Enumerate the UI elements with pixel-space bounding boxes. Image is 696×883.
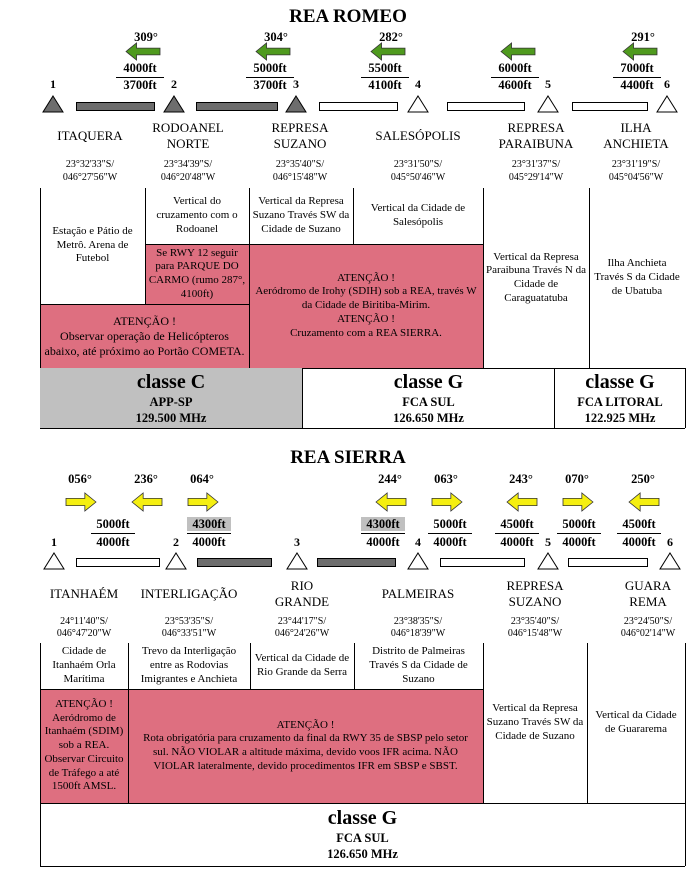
waypoint-triangle-icon: [286, 552, 308, 570]
yellow-arrow-left-icon-shape: [507, 493, 537, 511]
sierra-cell-suzano: Vertical da Represa Suzano Través SW da Cidade de Suzano: [486, 702, 584, 742]
heading-degree: 056°: [68, 472, 92, 486]
yellow-arrow-right-icon: [563, 493, 593, 511]
waypoint-latitude: 23°24'50"S/: [623, 616, 673, 627]
sierra-cell-guararema: Vertical da Cidade de Guararema: [595, 709, 677, 735]
waypoint-longitude: 046°47'20"W: [56, 628, 112, 639]
waypoint-triangle-icon: [407, 552, 429, 570]
waypoint-latitude: 23°44'17"S/: [277, 616, 327, 627]
waypoint-number: 2: [171, 77, 177, 91]
route-segment-bar: [197, 558, 272, 567]
upper-altitude: 4500ft: [622, 517, 656, 531]
lower-altitude: 4000ft: [96, 535, 130, 549]
romeo-cell-itaquera: Estação e Pátio de Metrô. Arena de Futebol: [52, 224, 133, 265]
waypoint-longitude: 046°18'39"W: [390, 628, 446, 639]
romeo-attention-helicopters: ATENÇÃO ! Observar operação de Helicópteros abaixo, até próximo ao Portão COMETA.: [40, 304, 249, 368]
upper-altitude: 6000ft: [498, 61, 532, 75]
waypoint-triangle-icon-shape: [287, 553, 307, 569]
yellow-arrow-left-icon: [507, 493, 537, 511]
class-label: classe G: [585, 370, 655, 393]
yellow-arrow-left-icon: [132, 493, 162, 511]
romeo-title: REA ROMEO: [289, 6, 407, 27]
lower-altitude: 3700ft: [123, 78, 157, 92]
sierra-class-fca-sul: [40, 803, 685, 866]
altitude-divider: [557, 533, 601, 534]
sierra-title: REA SIERRA: [290, 447, 406, 468]
route-segment-bar: [76, 558, 160, 567]
upper-altitude: 5000ft: [253, 61, 287, 75]
green-arrow-left-icon-shape: [126, 43, 160, 60]
heading-degree: 304°: [264, 30, 288, 44]
green-arrow-left-icon: [126, 43, 160, 60]
yellow-arrow-right-icon-shape: [432, 493, 462, 511]
romeo-cell-rodoanel-note: Se RWY 12 seguir para PARQUE DO CARMO (rumo 287°, 4100ft): [145, 244, 249, 304]
class-label: classe C: [136, 370, 206, 393]
waypoint-triangle-icon-shape: [43, 96, 63, 112]
lower-altitude: 4000ft: [366, 535, 400, 549]
waypoint-longitude: 045°04'56"W: [608, 172, 664, 183]
heading-degree: 282°: [379, 30, 403, 44]
heading-degree: 236°: [134, 472, 158, 486]
waypoint-triangle-icon: [285, 95, 307, 113]
altitude-divider: [91, 533, 135, 534]
yellow-arrow-right-icon-shape: [563, 493, 593, 511]
waypoint-name: REPRESA SUZANO: [506, 578, 564, 610]
waypoint-triangle-icon: [43, 552, 65, 570]
unit-label: FCA SUL: [336, 831, 389, 846]
yellow-arrow-left-icon-shape: [376, 493, 406, 511]
lower-altitude: 4000ft: [433, 535, 467, 549]
waypoint-latitude: 23°38'35"S/: [393, 616, 443, 627]
upper-altitude: 4300ft: [187, 517, 231, 531]
yellow-arrow-right-icon: [188, 493, 218, 511]
yellow-arrow-right-icon: [432, 493, 462, 511]
waypoint-name: RIO GRANDE: [274, 578, 330, 610]
yellow-arrow-left-icon: [376, 493, 406, 511]
green-arrow-left-icon: [256, 43, 290, 60]
waypoint-longitude: 045°29'14"W: [508, 172, 564, 183]
waypoint-triangle-icon: [537, 95, 559, 113]
route-segment-bar: [440, 558, 525, 567]
route-segment-bar: [568, 558, 648, 567]
waypoint-number: 5: [545, 535, 551, 549]
waypoint-triangle-icon: [163, 95, 185, 113]
waypoint-longitude: 046°02'14"W: [620, 628, 676, 639]
waypoint-longitude: 045°50'46"W: [390, 172, 446, 183]
waypoint-name: INTERLIGAÇÃO: [140, 586, 238, 601]
upper-altitude: 5000ft: [96, 517, 130, 531]
lower-altitude: 4000ft: [562, 535, 596, 549]
upper-altitude: 4000ft: [123, 61, 157, 75]
frequency-label: 129.500 MHz: [135, 410, 207, 425]
lower-altitude: 4000ft: [192, 535, 226, 549]
waypoint-number: 4: [415, 77, 421, 91]
waypoint-triangle-icon-shape: [166, 553, 186, 569]
heading-degree: 063°: [434, 472, 458, 486]
green-arrow-left-icon: [501, 43, 535, 60]
upper-altitude: 4300ft: [361, 517, 405, 531]
waypoint-latitude: 23°31'50"S/: [393, 159, 443, 170]
waypoint-name: PALMEIRAS: [381, 586, 455, 601]
waypoint-number: 6: [667, 535, 673, 549]
yellow-arrow-right-icon-shape: [188, 493, 218, 511]
route-segment-bar: [317, 558, 396, 567]
lower-altitude: 4400ft: [620, 78, 654, 92]
sierra-cell-interligacao: Trevo da Interligação entre as Rodovias Imigrantes e Anchieta: [140, 645, 238, 685]
romeo-cell-anchieta: Ilha Anchieta Través S da Cidade de Ubatuba: [594, 257, 680, 297]
waypoint-name: ILHA ANCHIETA: [603, 120, 669, 152]
lower-altitude: 3700ft: [253, 78, 287, 92]
sierra-attention-rwy35: ATENÇÃO ! Rota obrigatória para cruzamento da final da RWY 35 de SBSP pelo setor sul. NÃO VIOLAR a altitude máxima, devido voos IFR acima. NÃO VIOLAR lateralmente, devido procedimentos IFR em SBSP e SBST.: [128, 689, 483, 803]
yellow-arrow-left-icon-shape: [132, 493, 162, 511]
green-arrow-left-icon-shape: [501, 43, 535, 60]
heading-degree: 309°: [134, 30, 158, 44]
heading-degree: 250°: [631, 472, 655, 486]
unit-label: FCA LITORAL: [577, 394, 663, 409]
route-segment-bar: [572, 102, 648, 111]
waypoint-triangle-icon-shape: [657, 96, 677, 112]
waypoint-triangle-icon-shape: [44, 553, 64, 569]
waypoint-longitude: 046°27'56"W: [62, 172, 118, 183]
romeo-cell-paraibuna: Vertical da Represa Paraibuna Través N da Cidade de Caraguatatuba: [486, 250, 586, 304]
waypoint-name: ITAQUERA: [57, 128, 123, 143]
sierra-cell-itanhaem: Cidade de Itanhaém Orla Marítima: [52, 645, 116, 685]
waypoint-latitude: 23°53'35"S/: [164, 616, 214, 627]
sierra-cell-palmeiras: Distrito de Palmeiras Través S da Cidade de Suzano: [369, 645, 468, 685]
altitude-divider: [428, 533, 472, 534]
romeo-cell-salesopolis: Vertical da Cidade de Salesópolis: [370, 202, 466, 228]
waypoint-longitude: 046°15'48"W: [507, 628, 563, 639]
route-segment-bar: [319, 102, 398, 111]
upper-altitude: 5500ft: [368, 61, 402, 75]
lower-altitude: 4000ft: [622, 535, 656, 549]
frequency-label: 122.925 MHz: [584, 410, 656, 425]
route-segment-bar: [196, 102, 278, 111]
green-arrow-left-icon: [623, 43, 657, 60]
waypoint-name: SALESÓPOLIS: [375, 128, 461, 143]
class-label: classe G: [393, 370, 464, 393]
altitude-divider: [495, 533, 539, 534]
sierra-cell-rio-grande: Vertical da Cidade de Rio Grande da Serra: [254, 652, 350, 678]
frequency-label: 126.650 MHz: [393, 410, 464, 425]
waypoint-latitude: 23°35'40"S/: [275, 159, 325, 170]
altitude-divider: [187, 533, 231, 534]
upper-altitude: 5000ft: [433, 517, 467, 531]
upper-altitude: 4500ft: [500, 517, 534, 531]
sierra-attention-itanhaem: ATENÇÃO ! Aeródromo de Itanhaém (SDIM) sob a REA. Observar Circuito de Tráfego a até 1500ft AMSL.: [40, 689, 128, 803]
romeo-cell-rodoanel: Vertical do cruzamento com o Rodoanel: [156, 195, 238, 235]
lower-altitude: 4100ft: [368, 78, 402, 92]
waypoint-number: 1: [50, 77, 56, 91]
waypoint-longitude: 046°33'51"W: [161, 628, 217, 639]
yellow-arrow-right-icon-shape: [66, 493, 96, 511]
class-label: classe G: [327, 807, 398, 830]
romeo-attention-irohy: ATENÇÃO ! Aeródromo de Irohy (SDIH) sob a REA, través W da Cidade de Biritiba-Mirim. ATENÇÃO ! Cruzamento com a REA SIERRA.: [249, 244, 483, 368]
waypoint-longitude: 046°24'26"W: [274, 628, 330, 639]
waypoint-triangle-icon: [537, 552, 559, 570]
romeo-class-app-sp: [40, 368, 302, 428]
heading-degree: 064°: [190, 472, 214, 486]
waypoint-name: GUARA REMA: [624, 578, 672, 610]
heading-degree: 070°: [565, 472, 589, 486]
green-arrow-left-icon-shape: [256, 43, 290, 60]
upper-altitude: 7000ft: [620, 61, 654, 75]
waypoint-triangle-icon: [42, 95, 64, 113]
waypoint-triangle-icon-shape: [408, 553, 428, 569]
waypoint-number: 3: [293, 77, 299, 91]
route-segment-bar: [76, 102, 155, 111]
yellow-arrow-right-icon: [66, 493, 96, 511]
waypoint-latitude: 23°31'19"S/: [611, 159, 661, 170]
green-arrow-left-icon: [371, 43, 405, 60]
waypoint-latitude: 23°32'33"S/: [65, 159, 115, 170]
waypoint-number: 3: [294, 535, 300, 549]
heading-degree: 291°: [631, 30, 655, 44]
yellow-arrow-left-icon-shape: [629, 493, 659, 511]
waypoint-name: REPRESA SUZANO: [271, 120, 329, 152]
waypoint-latitude: 23°34'39"S/: [163, 159, 213, 170]
waypoint-number: 6: [664, 77, 670, 91]
waypoint-triangle-icon-shape: [660, 553, 680, 569]
altitude-divider: [361, 533, 405, 534]
romeo-class-fca-litoral: [554, 368, 685, 428]
waypoint-name: RODOANEL NORTE: [152, 120, 224, 152]
waypoint-triangle-icon-shape: [164, 96, 184, 112]
waypoint-number: 1: [51, 535, 57, 549]
waypoint-number: 5: [545, 77, 551, 91]
waypoint-longitude: 046°20'48"W: [160, 172, 216, 183]
lower-altitude: 4000ft: [500, 535, 534, 549]
green-arrow-left-icon-shape: [623, 43, 657, 60]
waypoint-triangle-icon-shape: [286, 96, 306, 112]
waypoint-latitude: 23°31'37"S/: [511, 159, 561, 170]
waypoint-latitude: 24°11'40"S/: [60, 616, 108, 627]
green-arrow-left-icon-shape: [371, 43, 405, 60]
waypoint-triangle-icon: [656, 95, 678, 113]
heading-degree: 244°: [378, 472, 402, 486]
waypoint-number: 2: [173, 535, 179, 549]
waypoint-triangle-icon: [659, 552, 681, 570]
waypoint-triangle-icon: [165, 552, 187, 570]
waypoint-triangle-icon-shape: [538, 96, 558, 112]
waypoint-name: ITANHAÉM: [49, 586, 119, 601]
waypoint-triangle-icon-shape: [408, 96, 428, 112]
unit-label: APP-SP: [149, 394, 193, 409]
lower-altitude: 4600ft: [498, 78, 532, 92]
romeo-cell-suzano: Vertical da Represa Suzano Través SW da Cidade de Suzano: [252, 195, 350, 235]
heading-degree: 243°: [509, 472, 533, 486]
waypoint-name: REPRESA PARAIBUNA: [498, 120, 574, 152]
romeo-class-fca-sul: [302, 368, 554, 428]
waypoint-triangle-icon: [407, 95, 429, 113]
altitude-divider: [617, 533, 661, 534]
yellow-arrow-left-icon: [629, 493, 659, 511]
upper-altitude: 5000ft: [562, 517, 596, 531]
frequency-label: 126.650 MHz: [327, 847, 398, 861]
waypoint-latitude: 23°35'40"S/: [510, 616, 560, 627]
waypoint-triangle-icon-shape: [538, 553, 558, 569]
route-segment-bar: [447, 102, 525, 111]
waypoint-longitude: 046°15'48"W: [272, 172, 328, 183]
unit-label: FCA SUL: [402, 394, 455, 409]
waypoint-number: 4: [415, 535, 421, 549]
